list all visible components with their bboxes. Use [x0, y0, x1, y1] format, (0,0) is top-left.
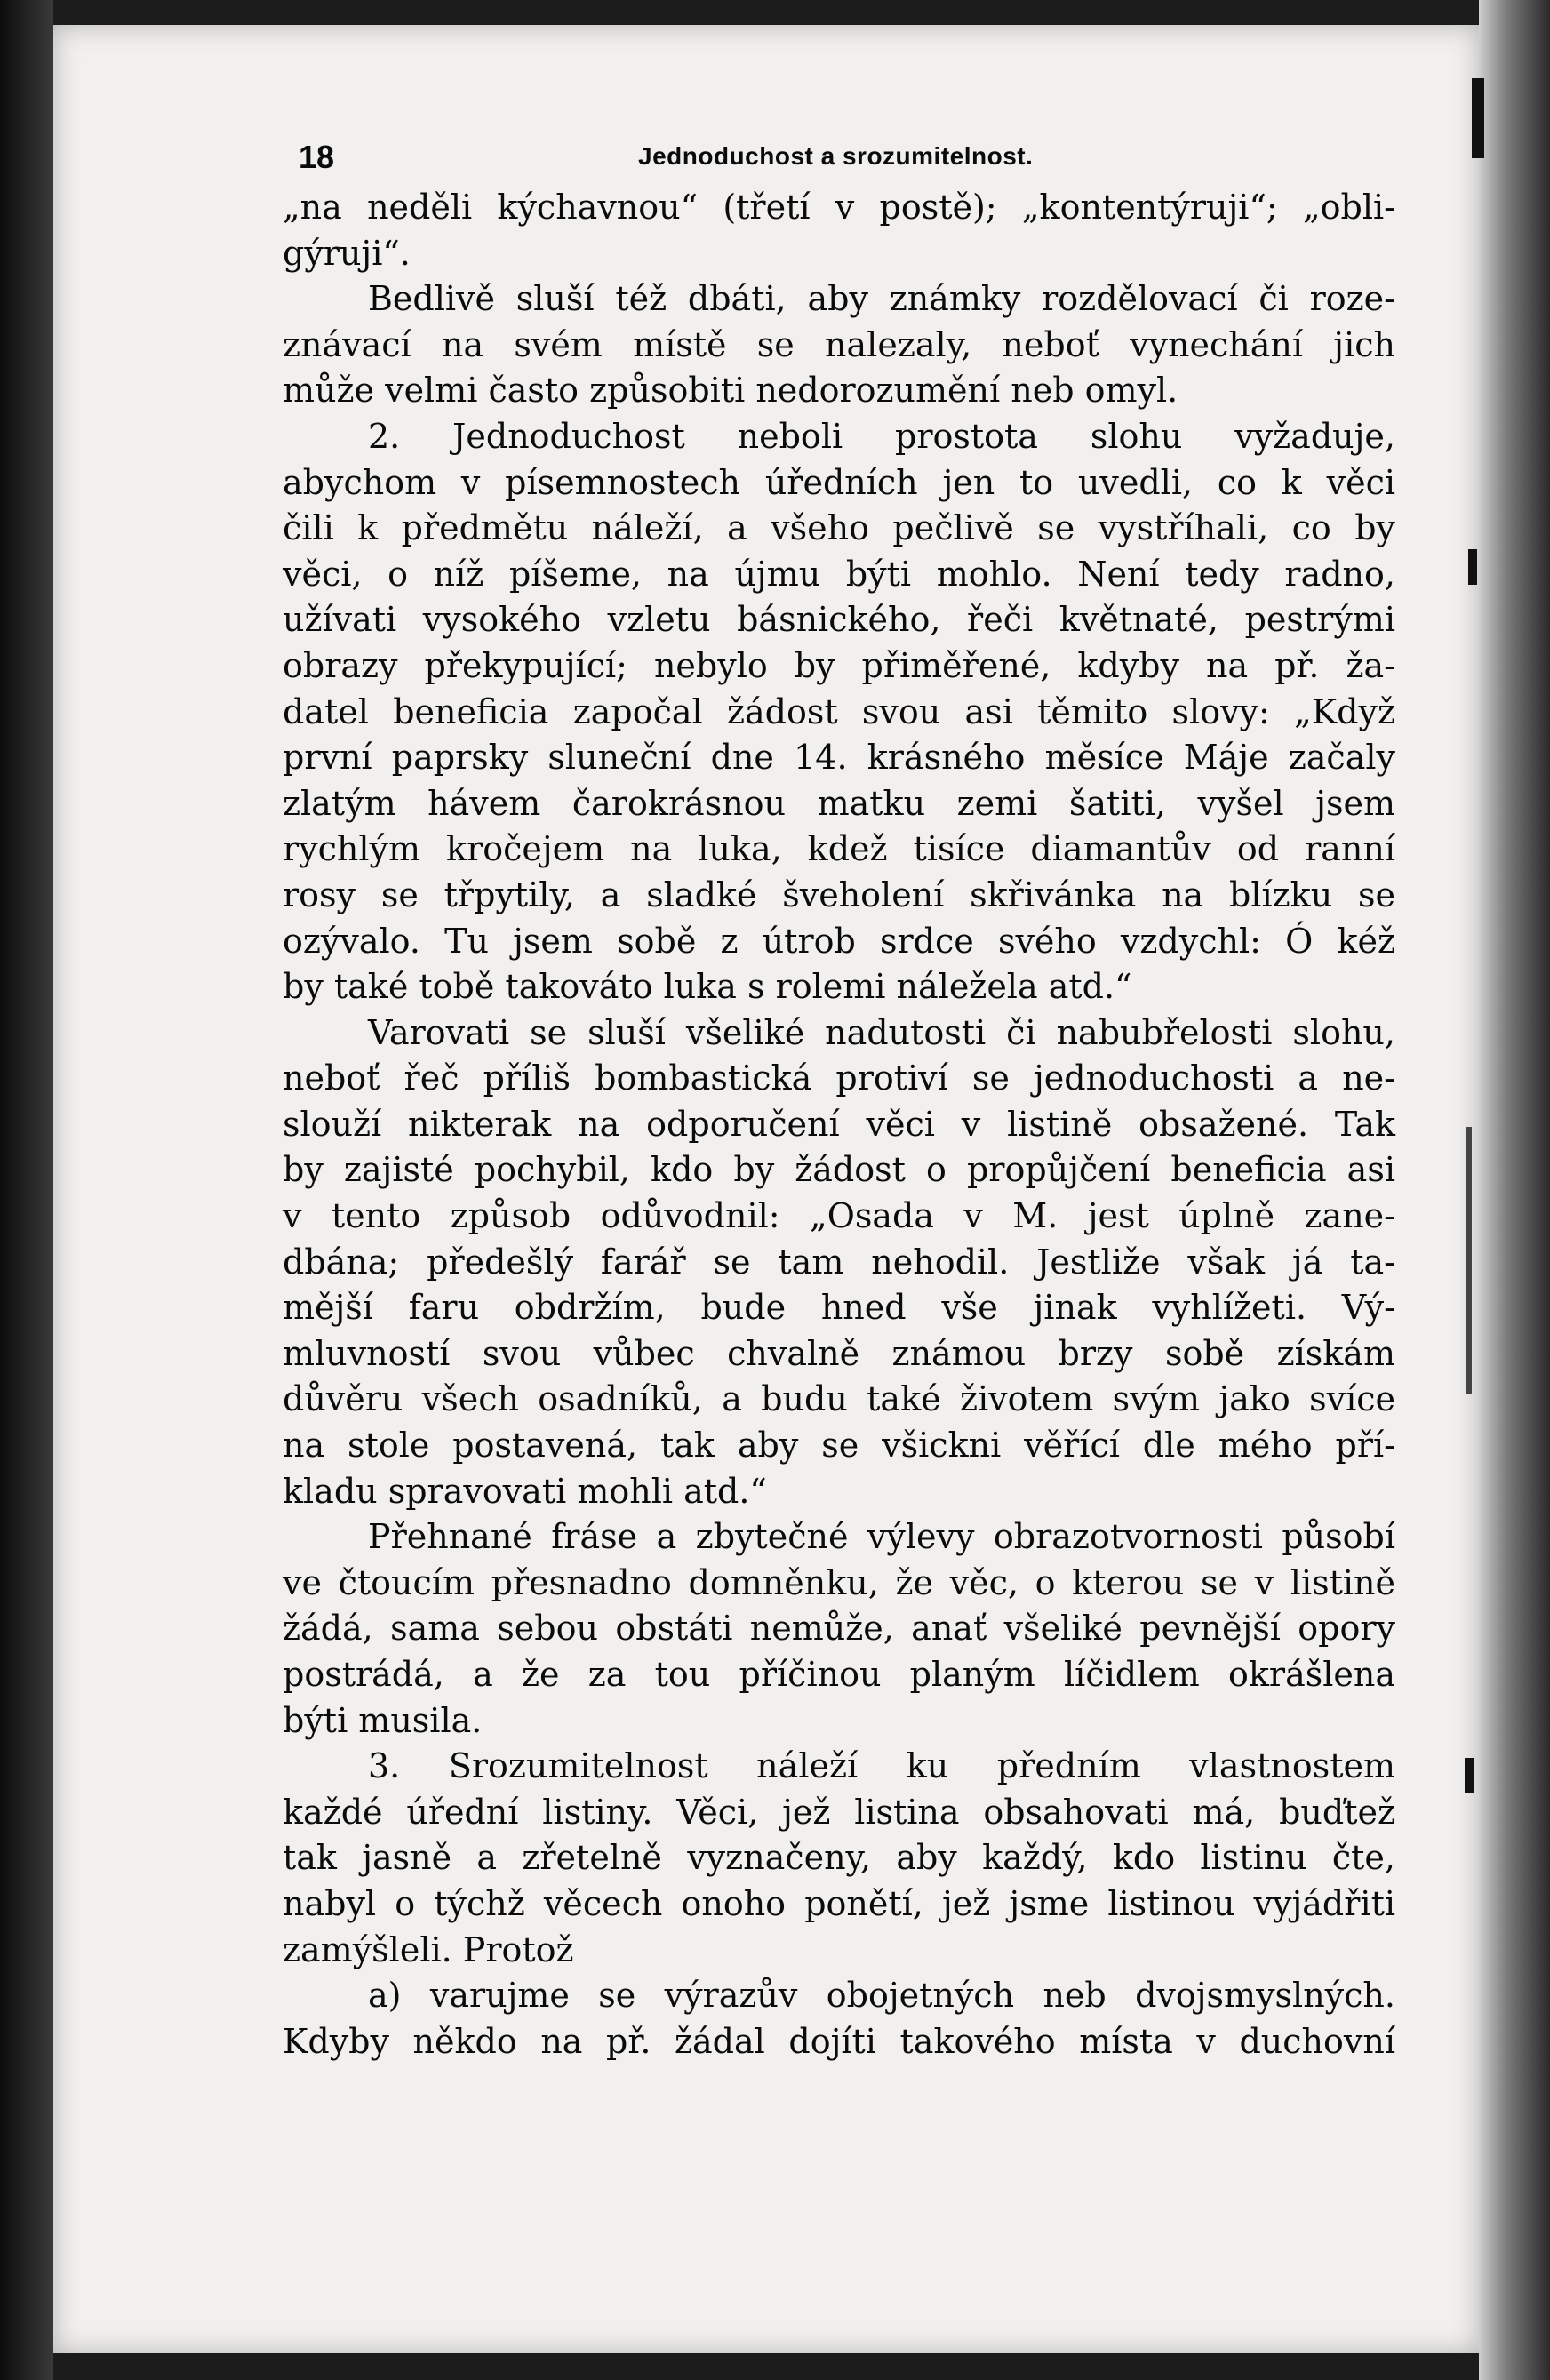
text-line: v tento způsob odůvodnil: „Osada v M. jest úplně zane- — [283, 1196, 1395, 1236]
text-line: důvěru všech osadníků, a budu také životem svým jako svíce — [283, 1379, 1395, 1419]
text-line: věci, o níž píšeme, na újmu býti mohlo. Není tedy radno, — [283, 554, 1395, 594]
text-line: neboť řeč příliš bombastická protiví se jednoduchosti a ne- — [283, 1058, 1395, 1098]
body-text — [283, 185, 1395, 2065]
page-number: 18 — [299, 139, 335, 175]
text-line: obrazy překypující; nebylo by přiměřené, kdyby na př. ža- — [283, 645, 1395, 685]
text-line: tak jasně a zřetelně vyznačeny, aby každý, kdo listinu čte, — [283, 1838, 1395, 1878]
text-line: čili k předmětu náleží, a všeho pečlivě se vystříhali, co by — [283, 508, 1395, 548]
text-line: znávací na svém místě se nalezaly, neboť vynechání jich — [283, 324, 1395, 364]
page-edge-mark — [1465, 1758, 1474, 1793]
text-line: 2. Jednoduchost neboli prostota slohu vyžaduje, — [368, 416, 1395, 456]
text-line: žádá, sama sebou obstáti nemůže, anať všeliké pevnější opory — [283, 1609, 1395, 1649]
text-line: postrádá, a že za tou příčinou planým líčidlem okrášlena — [283, 1655, 1395, 1694]
text-line: býti musila. — [283, 1700, 483, 1740]
text-line: mluvností svou vůbec chvalně známou brzy sobě získám — [283, 1333, 1395, 1373]
text-line: každé úřední listiny. Věci, jež listina obsahovati má, buďtež — [283, 1792, 1395, 1832]
text-line: a) varujme se výrazův obojetných neb dvojsmyslných. — [368, 1976, 1395, 2016]
text-line: zlatým hávem čarokrásnou matku zemi šatiti, vyšel jsem — [283, 783, 1395, 823]
text-line: dbána; předešlý farář se tam nehodil. Jestliže však já ta- — [283, 1242, 1395, 1282]
text-line: gýruji“. — [283, 233, 411, 273]
running-head: Jednoduchost a srozumitelnost. — [638, 142, 1034, 170]
text-line: Bedlivě sluší též dbáti, aby známky rozdělovací či roze- — [368, 279, 1395, 319]
text-line: ve čtoucím přesnadno domněnku, že věc, o kterou se v listině — [283, 1562, 1395, 1602]
text-line: zamýšleli. Protož — [283, 1929, 574, 1969]
text-line: může velmi často způsobiti nedorozumění neb omyl. — [283, 371, 1178, 411]
text-line: nabyl o týchž věcech onoho ponětí, jež jsme listinou vyjádřiti — [283, 1883, 1395, 1923]
page-header — [283, 123, 1395, 185]
text-line: užívati vysokého vzletu básnického, řeči květnaté, pestrými — [283, 600, 1395, 640]
scan-border-left — [0, 0, 53, 2380]
page-edge-line — [1466, 1127, 1472, 1394]
scan-border-right — [1479, 0, 1550, 2380]
text-line: datel beneficia započal žádost svou asi těmito slovy: „Když — [283, 691, 1395, 731]
text-line: by zajisté pochybil, kdo by žádost o propůjčení beneficia asi — [283, 1150, 1395, 1190]
text-line: Varovati se sluší všeliké nadutosti či nabubřelosti slohu, — [368, 1012, 1395, 1052]
text-line: mější faru obdržím, bude hned vše jinak vyhlížeti. Vý- — [283, 1288, 1395, 1328]
text-line: na stole postavená, tak aby se všickni věřící dle mého pří- — [283, 1426, 1395, 1466]
text-line: 3. Srozumitelnost náleží ku předním vlastnostem — [368, 1746, 1395, 1786]
text-line: rosy se třpytily, a sladké šveholení skřivánka na blízku se — [283, 875, 1395, 914]
text-line: by také tobě takováto luka s rolemi náležela atd.“ — [283, 967, 1132, 1007]
text-line: abychom v písemnostech úředních jen to uvedli, co k věci — [283, 462, 1395, 502]
text-line: „na neděli kýchavnou“ (třetí v postě); „kontentýruji“; „obli- — [283, 188, 1395, 227]
page-edge-mark — [1468, 549, 1477, 585]
text-line: rychlým kročejem na luka, kdež tisíce diamantův od ranní — [283, 829, 1395, 869]
text-line: ozývalo. Tu jsem sobě z útrob srdce svého vzdychl: Ó kéž — [283, 921, 1395, 961]
text-line: Přehnané fráse a zbytečné výlevy obrazotvornosti působí — [368, 1517, 1395, 1557]
text-line: kladu spravovati mohli atd.“ — [283, 1471, 767, 1511]
book-page — [53, 25, 1479, 2353]
page-text — [283, 123, 1395, 2065]
text-line: první paprsky sluneční dne 14. krásného měsíce Máje začaly — [283, 738, 1395, 778]
text-line: slouží nikterak na odporučení věci v listině obsažené. Tak — [283, 1104, 1395, 1144]
text-line: Kdyby někdo na př. žádal dojíti takového místa v duchovní — [283, 2021, 1395, 2061]
page-edge-mark — [1472, 78, 1484, 158]
